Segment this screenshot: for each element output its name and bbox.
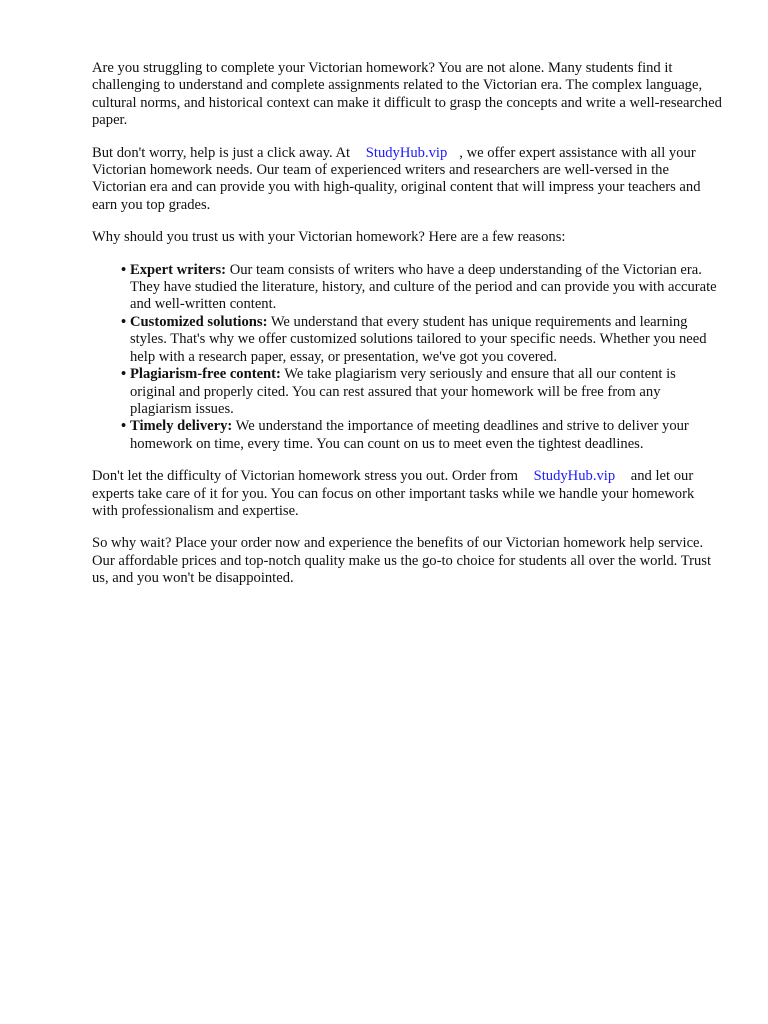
reason-text: Our team consists of writers who have a deep understanding of the Victorian era. They have studied the literature, history, and culture of the period and can provide you with accurate and well-written content. xyxy=(130,261,717,313)
reason-text: We understand the importance of meeting deadlines and strive to deliver your homework on time, every time. You can count on us to meet even the tightest deadlines. xyxy=(130,418,689,452)
help-text-after: , we offer expert assistance with all your Victorian homework needs. Our team of experienced writers and researchers are well-versed in the Victorian era and can provide you with high-quality, original content that will impress your teachers and earn you top grades. xyxy=(92,144,701,213)
reason-text: We understand that every student has unique requirements and learning styles. That's why we offer customized solutions tailored to your specific needs. Whether you need help with a research paper, essay, or presentation, we've got you covered. xyxy=(130,313,707,365)
bullet-icon: • xyxy=(121,313,127,330)
reason-text: We take plagiarism very seriously and ensure that all our content is original and properly cited. You can rest assured that your homework will be free from any plagiarism issues. xyxy=(130,366,676,417)
intro-paragraph: Are you struggling to complete your Victorian homework? You are not alone. Many students find it challenging to understand and complete assignments related to the Victorian era. The complex language, cultural norms, and historical context can make it difficult to grasp the concepts and write a well-researched paper. xyxy=(92,60,722,129)
reasons-list xyxy=(92,262,722,453)
closing-paragraph: So why wait? Place your order now and experience the benefits of our Victorian homework help service. Our affordable prices and top-notch quality make us the go-to choice for students all over the world. Trust us, and you won't be disappointed. xyxy=(92,535,712,587)
list-item xyxy=(121,366,722,418)
studyhub-link[interactable]: StudyHub.vip xyxy=(533,468,616,485)
order-paragraph xyxy=(92,468,722,520)
bullet-icon: • xyxy=(121,366,127,383)
reason-term: Customized solutions: xyxy=(130,313,268,330)
list-item xyxy=(121,262,722,314)
bullet-icon: • xyxy=(121,261,127,278)
reason-term: Timely delivery: xyxy=(130,418,233,435)
bullet-icon: • xyxy=(121,418,127,435)
studyhub-link[interactable]: StudyHub.vip xyxy=(365,144,448,161)
order-text-before: Don't let the difficulty of Victorian homework stress you out. Order from xyxy=(92,468,518,485)
reason-term: Plagiarism-free content: xyxy=(130,366,281,383)
reason-term: Expert writers: xyxy=(130,261,227,278)
list-item xyxy=(121,418,722,453)
help-text-before: But don't worry, help is just a click away. At xyxy=(92,144,351,161)
why-paragraph: Why should you trust us with your Victorian homework? Here are a few reasons: xyxy=(92,229,566,246)
help-paragraph xyxy=(92,145,722,215)
order-text-after: and let our experts take care of it for you. You can focus on other important tasks while we handle your homework with professionalism and expertise. xyxy=(92,468,695,519)
document-page xyxy=(92,60,722,603)
list-item xyxy=(121,314,722,366)
